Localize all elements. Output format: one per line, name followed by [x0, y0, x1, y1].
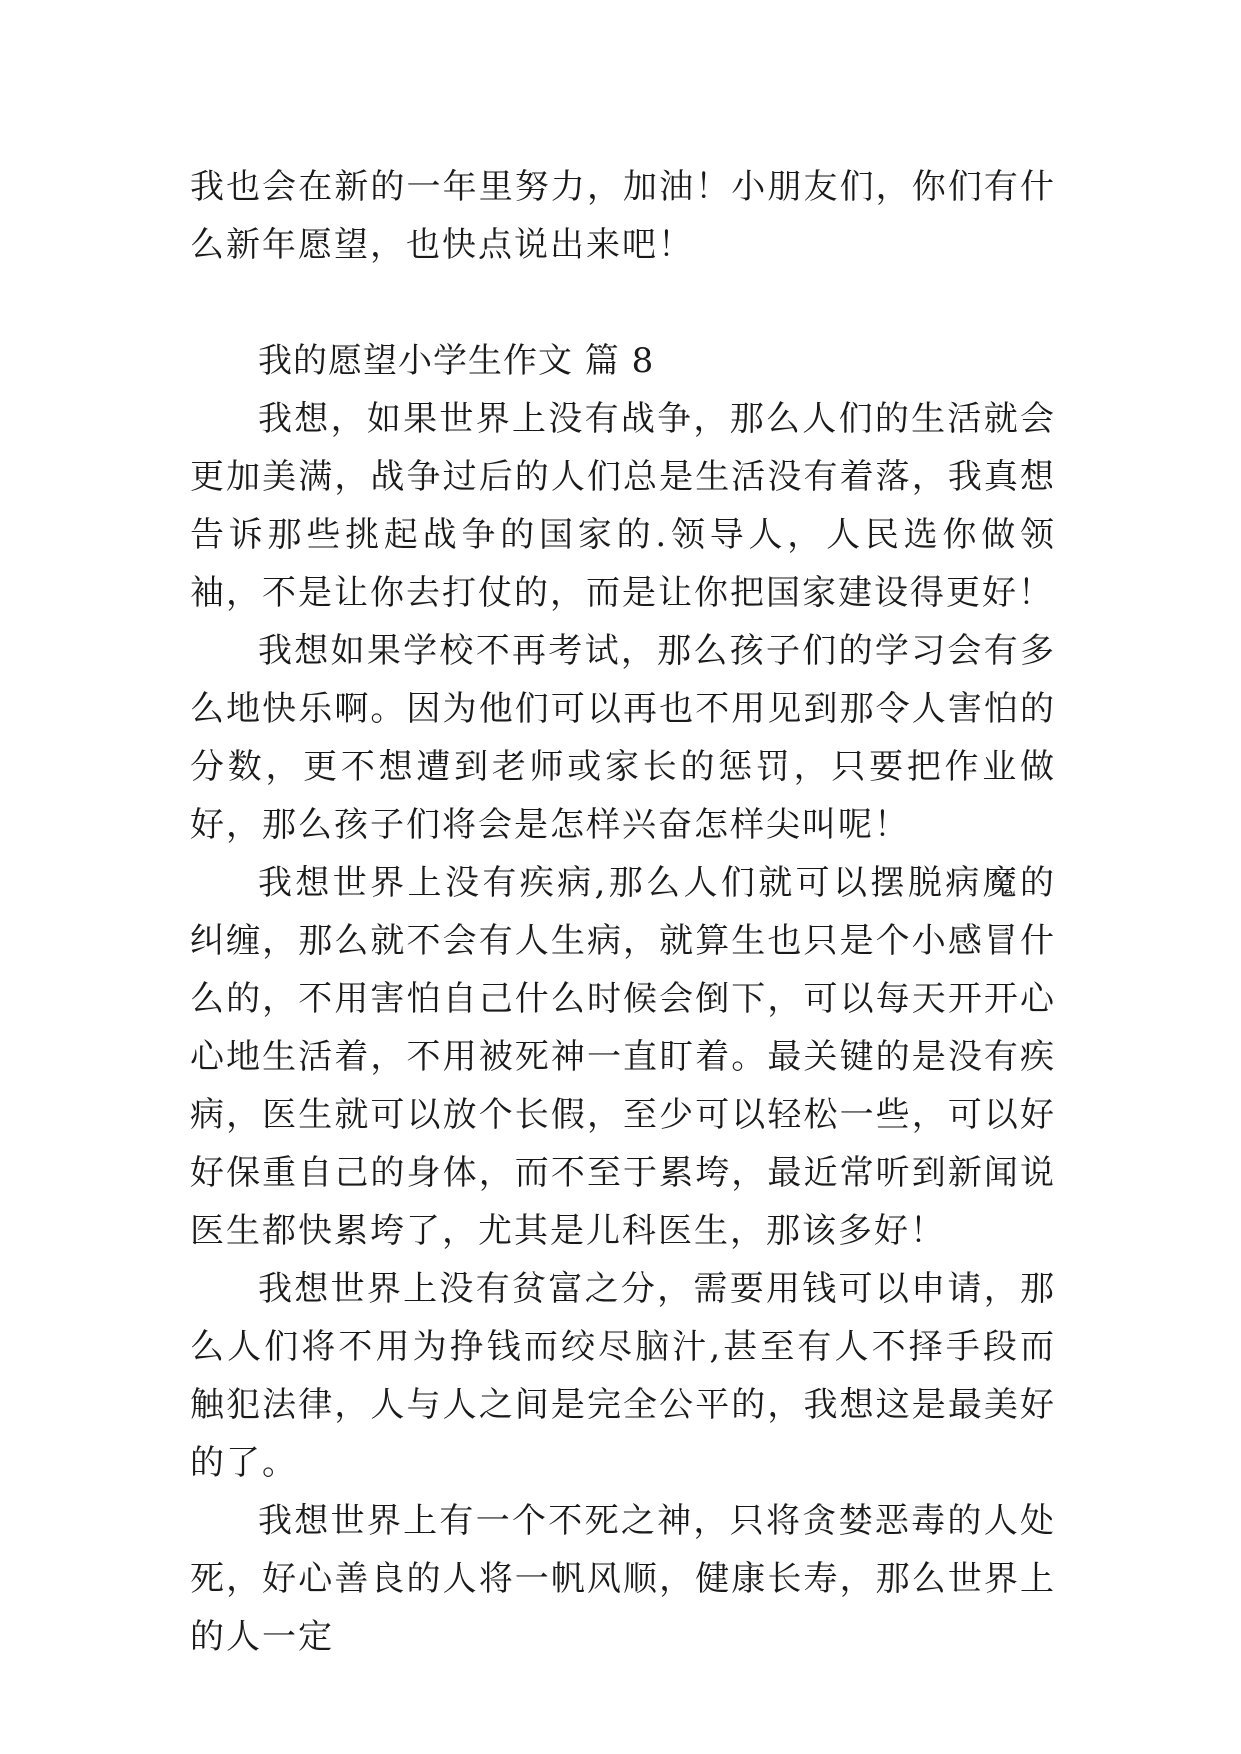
paragraph: 我想世界上有一个不死之神，只将贪婪恶毒的人处死，好心善良的人将一帆风顺，健康长寿，那么世界上的人一定	[190, 1501, 1056, 1657]
paragraph-gap	[190, 274, 1056, 332]
paragraph: 我想，如果世界上没有战争，那么人们的生活就会更加美满，战争过后的人们总是生活没有着落，我真想告诉那些挑起战争的国家的.领导人，人民选你做领袖，不是让你去打仗的，而是让你把国家建设得更好！	[190, 399, 1056, 613]
paragraph: 我想世界上没有贫富之分，需要用钱可以申请，那么人们将不用为挣钱而绞尽脑汁,甚至有人不择手段而触犯法律，人与人之间是完全公平的，我想这是最美好的了。	[190, 1269, 1056, 1483]
paragraph: 我想如果学校不再考试，那么孩子们的学习会有多么地快乐啊。因为他们可以再也不用见到那令人害怕的分数，更不想遭到老师或家长的惩罚，只要把作业做好，那么孩子们将会是怎样兴奋怎样尖叫呢！	[190, 631, 1056, 845]
paragraph-continuation: 我也会在新的一年里努力，加油！小朋友们，你们有什么新年愿望，也快点说出来吧！	[190, 167, 1056, 265]
document-body	[190, 158, 1056, 1666]
section-heading: 我的愿望小学生作文 篇 8	[258, 341, 655, 381]
paragraph: 我想世界上没有疾病,那么人们就可以摆脱病魔的纠缠，那么就不会有人生病，就算生也只是个小感冒什么的，不用害怕自己什么时候会倒下，可以每天开开心心地生活着，不用被死神一直盯着。最关键的是没有疾病，医生就可以放个长假，至少可以轻松一些，可以好好保重自己的身体，而不至于累垮，最近常听到新闻说医生都快累垮了，尤其是儿科医生，那该多好！	[190, 863, 1056, 1251]
